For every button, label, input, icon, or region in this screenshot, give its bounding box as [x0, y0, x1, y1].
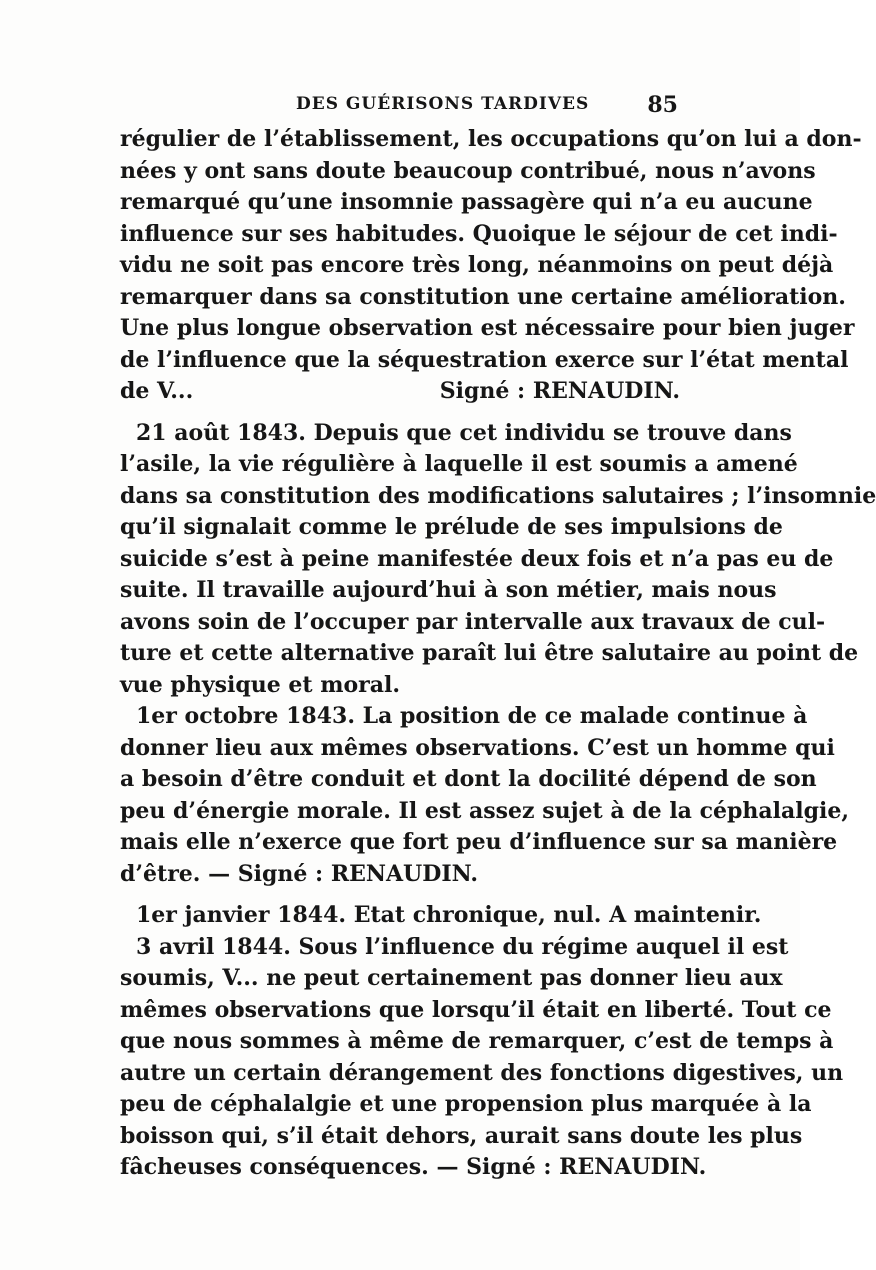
text-line: boisson qui, s’il était dehors, aurait sans doute les plus [120, 1122, 803, 1149]
text-line: Une plus longue observation est nécessaire pour bien juger [120, 315, 855, 341]
text-line: de l’influence que la séquestration exerce sur l’état mental [120, 346, 849, 373]
text-line: régulier de l’établissement, les occupations qu’on lui a don- [120, 126, 862, 152]
text-line: donner lieu aux mêmes observations. C’est un homme qui [120, 734, 835, 761]
body-text [120, 126, 876, 1186]
signature: Signé : RENAUDIN. [439, 378, 680, 404]
running-title: DES GUÉRISONS TARDIVES [296, 94, 590, 114]
text-line: influence sur ses habitudes. Quoique le séjour de cet indi- [120, 220, 838, 247]
text-line-final: fâcheuses conséquences. — Signé : RENAUDIN. [120, 1154, 707, 1180]
text-line: soumis, V... ne peut certainement pas donner lieu aux [120, 965, 783, 991]
text-line: a besoin d’être conduit et dont la docilité dépend de son [120, 766, 817, 792]
text-line: 3 avril 1844. Sous l’influence du régime auquel il est [136, 933, 789, 960]
text-line: remarquer dans sa constitution une certaine amélioration. [120, 283, 846, 310]
text-line: autre un certain dérangement des fonctions digestives, un [120, 1059, 844, 1086]
text-line: peu de céphalalgie et une propension plus marquée à la [120, 1091, 812, 1117]
text-line-final: 1er janvier 1844. Etat chronique, nul. A maintenir. [136, 902, 762, 928]
text-line: avons soin de l’occuper par intervalle aux travaux de cul- [120, 608, 826, 635]
page-header [120, 94, 680, 124]
text-line-final [120, 378, 680, 410]
text-line-final: vue physique et moral. [120, 671, 401, 698]
text-line: mêmes observations que lorsqu’il était en liberté. Tout ce [120, 996, 832, 1023]
text-line: que nous sommes à même de remarquer, c’est de temps à [120, 1028, 834, 1054]
line-start: de V... [120, 378, 194, 404]
text-line-final: d’être. — Signé : RENAUDIN. [120, 860, 478, 887]
paragraph-gap [120, 892, 680, 902]
text-line: dans sa constitution des modifications salutaires ; l’insomnie [120, 482, 876, 509]
text-line: vidu ne soit pas encore très long, néanmoins on peut déjà [120, 252, 834, 278]
paragraph-gap [120, 410, 680, 420]
paragraph-continuation [120, 126, 862, 410]
text-line: 1er octobre 1843. La position de ce malade continue à [136, 703, 808, 729]
entry-october-1843 [120, 703, 849, 892]
entry-august-1843 [120, 419, 876, 704]
text-line: 21 août 1843. Depuis que cet individu se trouve dans [136, 419, 792, 446]
text-line: l’asile, la vie régulière à laquelle il est soumis a amené [120, 451, 798, 477]
page-number: 85 [647, 92, 678, 118]
text-line: nées y ont sans doute beaucoup contribué, nous n’avons [120, 157, 816, 184]
text-line: remarqué qu’une insomnie passagère qui n’a eu aucune [120, 189, 813, 215]
text-line: peu d’énergie morale. Il est assez sujet à de la céphalalgie, [120, 797, 849, 824]
entry-april-1844 [120, 933, 844, 1186]
text-line: ture et cette alternative paraît lui être salutaire au point de [120, 640, 859, 666]
text-line: mais elle n’exerce que fort peu d’influence sur sa manière [120, 829, 838, 855]
entry-january-1844 [120, 902, 762, 934]
text-line: suicide s’est à peine manifestée deux fois et n’a pas eu de [120, 545, 834, 572]
text-line: qu’il signalait comme le prélude de ses impulsions de [120, 514, 783, 540]
text-line: suite. Il travaille aujourd’hui à son métier, mais nous [120, 577, 777, 603]
